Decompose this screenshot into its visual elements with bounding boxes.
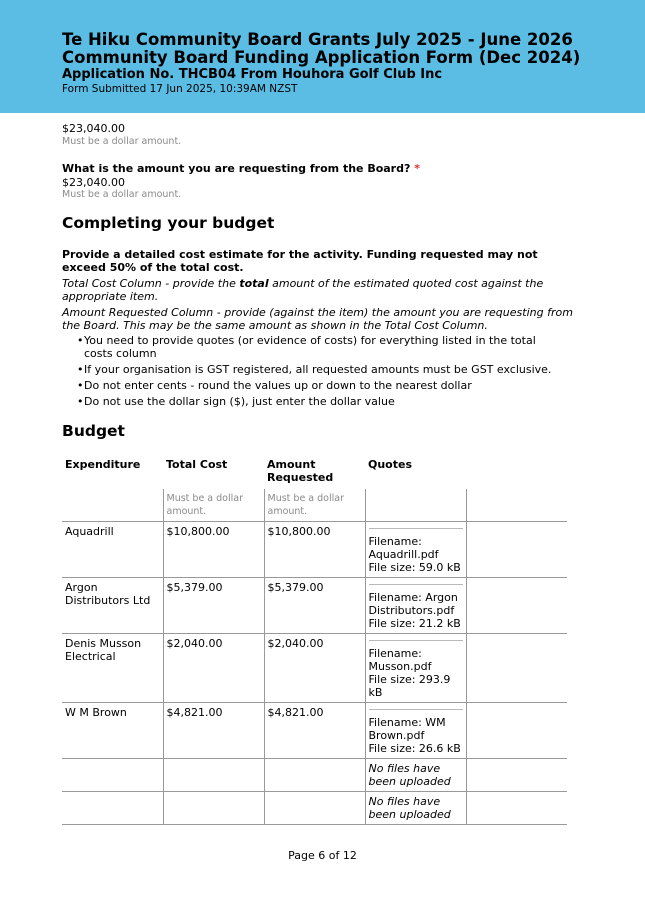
list-item: • Do not enter cents - round the values up or down to the nearest dollar [77,379,472,392]
total-amount-value: $23,040.00 [62,122,125,135]
hint-row [62,489,567,522]
amount-requested-hint: Must be a dollar amount. [264,489,365,522]
amount-requested-cell: $10,800.00 [264,522,365,578]
total-cost-cell: $10,800.00 [163,522,264,578]
table-row [62,578,567,634]
quote-filename[interactable]: Filename: Aquadrill.pdf [368,535,439,561]
requested-question: What is the amount you are requesting from the Board? * [62,162,420,175]
total-cost-cell: $2,040.00 [163,634,264,703]
column-header-empty [466,452,567,489]
list-item: • If your organisation is GST registered, all requested amounts must be GST exclusive. [77,363,552,376]
table-row [62,759,567,792]
no-files-cell: No files have been uploaded [365,792,466,825]
quote-filesize: File size: 59.0 kB [368,561,461,574]
total-cost-cell: $5,379.00 [163,578,264,634]
quote-cell [365,522,466,578]
budget-guidelines [62,334,567,411]
budget-heading: Budget [62,422,125,440]
table-row [62,703,567,759]
quote-cell [365,578,466,634]
page-number: Page 6 of 12 [288,849,357,862]
quote-filesize: File size: 26.6 kB [368,742,461,755]
amount-requested-cell: $2,040.00 [264,634,365,703]
quote-filesize: File size: 293.9 kB [368,673,451,699]
completing-heading: Completing your budget [62,214,275,232]
amount-requested-instruction: Amount Requested Column - provide (against the item) the amount you are requesting from the Board. This may be the same amount as shown in the Total Cost Column. [62,306,573,332]
board-title: Te Hiku Community Board Grants July 2025 - June 2026 [62,30,573,49]
quote-cell [365,634,466,703]
amount-requested-cell: $4,821.00 [264,703,365,759]
table-row [62,522,567,578]
table-row [62,792,567,825]
total-cost-hint: Must be a dollar amount. [163,489,264,522]
quote-filesize: File size: 21.2 kB [368,617,461,630]
column-header-quotes: Quotes [368,458,413,471]
quote-cell [365,703,466,759]
quote-filename[interactable]: Filename: Argon Distributors.pdf [368,591,458,617]
column-header-expenditure: Expenditure [65,458,141,471]
expenditure-cell: Denis Musson Electrical [62,634,163,703]
list-item: • Do not use the dollar sign ($), just enter the dollar value [77,395,395,408]
completing-instructions: Provide a detailed cost estimate for the activity. Funding requested may not exceed 50% of the total cost. [62,248,538,274]
column-header-total-cost: Total Cost [166,458,228,471]
total-cost-cell: $4,821.00 [163,703,264,759]
required-mark: * [414,162,420,175]
column-header-amount-requested: Amount Requested [267,458,334,484]
expenditure-cell: W M Brown [62,703,163,759]
total-cost-instruction: Total Cost Column - provide the total amount of the estimated quoted cost against the appropriate item. [62,277,544,303]
total-amount-hint: Must be a dollar amount. [62,136,182,147]
submitted-date: Form Submitted 17 Jun 2025, 10:39AM NZST [62,83,298,95]
table-header-row [62,452,567,489]
expenditure-cell: Argon Distributors Ltd [62,578,163,634]
list-item: • You need to provide quotes (or evidence of costs) for everything listed in the total costs column [77,334,536,360]
expenditure-cell: Aquadrill [62,522,163,578]
budget-table [62,452,567,825]
application-number: Application No. THCB04 From Houhora Golf Club Inc [62,67,443,82]
table-row [62,634,567,703]
amount-requested-cell: $5,379.00 [264,578,365,634]
requested-value: $23,040.00 [62,176,125,189]
requested-hint: Must be a dollar amount. [62,189,182,200]
no-files-cell: No files have been uploaded [365,759,466,792]
form-header [0,0,645,113]
quote-filename[interactable]: Filename: Musson.pdf [368,647,432,673]
form-title: Community Board Funding Application Form (Dec 2024) [62,48,581,67]
quote-filename[interactable]: Filename: WM Brown.pdf [368,716,446,742]
